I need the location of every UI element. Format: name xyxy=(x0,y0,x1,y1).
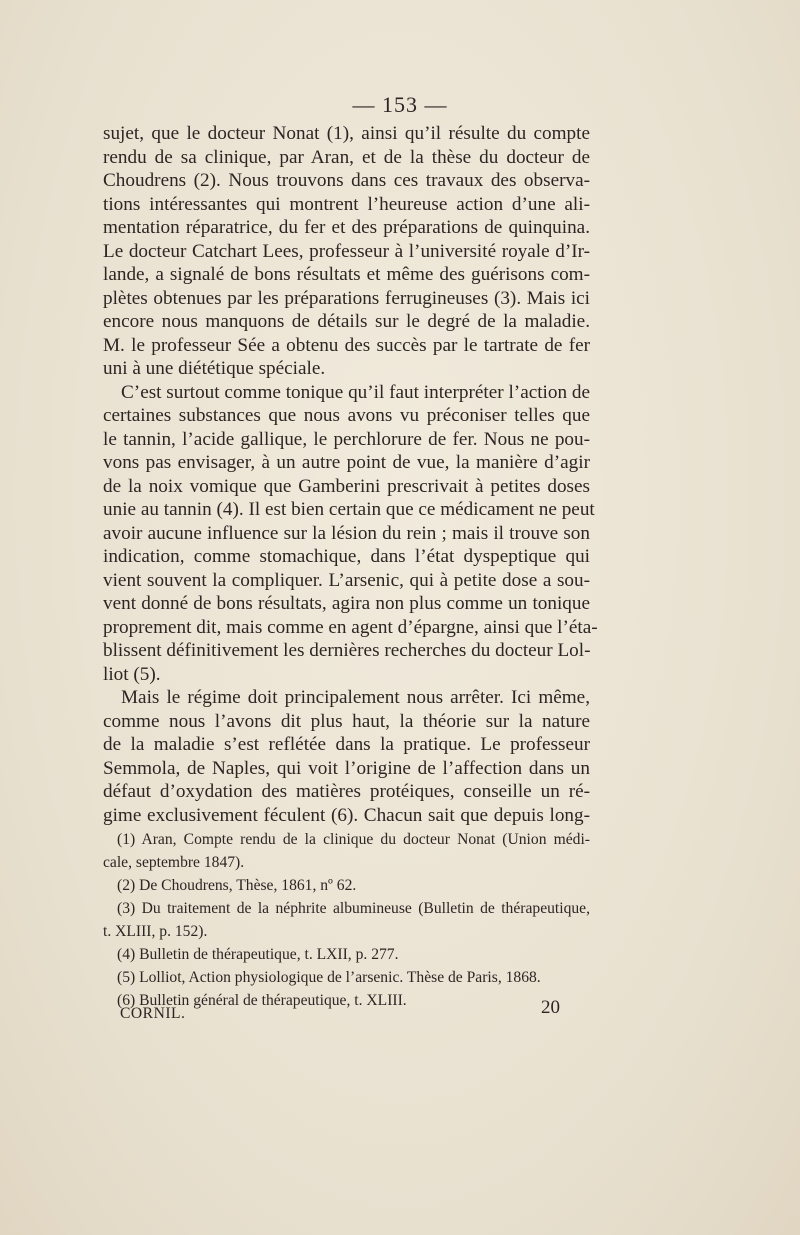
body-line: blissent définitivement les dernières recherches du docteur Lol- xyxy=(103,640,591,661)
body-line: Mais le régime doit principalement nous arrêter. Ici même, xyxy=(121,687,590,708)
body-line: mentation réparatrice, du fer et des préparations de quinquina. xyxy=(103,217,590,238)
body-line: comme nous l’avons dit plus haut, la théorie sur la nature xyxy=(103,710,590,732)
footnotes xyxy=(103,828,590,1012)
body-line: tions intéressantes qui montrent l’heureuse action d’une ali- xyxy=(103,193,590,215)
body-line: vons pas envisager, à un autre point de vue, la manière d’agir xyxy=(103,452,590,473)
body-line: proprement dit, mais comme en agent d’épargne, ainsi que l’éta- xyxy=(103,616,598,638)
body-line: de la maladie s’est reflétée dans la pratique. Le professeur xyxy=(103,734,590,755)
body-line: indication, comme stomachique, dans l’état dyspeptique qui xyxy=(103,546,590,567)
body-line: Choudrens (2). Nous trouvons dans ces travaux des observa- xyxy=(103,170,590,191)
footnote-line: (3) Du traitement de la néphrite albumineuse (Bulletin de thérapeutique, xyxy=(117,900,590,917)
body-text xyxy=(103,122,598,827)
body-line: certaines substances que nous avons vu préconiser telles que xyxy=(103,405,590,426)
body-line: liot (5). xyxy=(103,663,161,685)
footnote-line: (1) Aran, Compte rendu de la clinique du docteur Nonat (Union médi- xyxy=(117,831,590,848)
body-line: vent donné de bons résultats, agira non plus comme un tonique xyxy=(103,593,590,614)
body-line: rendu de sa clinique, par Aran, et de la thèse du docteur de xyxy=(103,146,590,168)
body-line: lande, a signalé de bons résultats et même des guérisons com- xyxy=(103,264,590,285)
body-line: uni à une diététique spéciale. xyxy=(103,358,326,379)
body-line: Le docteur Catchart Lees, professeur à l’université royale d’Ir- xyxy=(103,240,590,262)
footnote-line: (5) Lolliot, Action physiologique de l’arsenic. Thèse de Paris, 1868. xyxy=(117,969,541,986)
body-line: défaut d’oxydation des matières protéiques, conseille un ré- xyxy=(103,781,590,802)
footnote-line: cale, septembre 1847). xyxy=(103,854,245,871)
footnote-line: (2) De Choudrens, Thèse, 1861, nº 62. xyxy=(117,877,357,894)
footnote-line: (4) Bulletin de thérapeutique, t. LXII, p. 277. xyxy=(117,946,399,963)
body-line: encore nous manquons de détails sur le degré de la maladie. xyxy=(103,311,590,332)
body-line: M. le professeur Sée a obtenu des succès par le tartrate de fer xyxy=(103,334,590,356)
body-line: sujet, que le docteur Nonat (1), ainsi qu’il résulte du compte xyxy=(103,123,590,144)
body-line: avoir aucune influence sur la lésion du rein ; mais il trouve son xyxy=(103,522,590,544)
page-number: — 153 — xyxy=(352,92,448,117)
body-line: unie au tannin (4). Il est bien certain que ce médicament ne peut xyxy=(103,499,595,520)
body-line: vient souvent la compliquer. L’arsenic, qui à petite dose a sou- xyxy=(103,569,590,591)
body-line: plètes obtenues par les préparations ferrugineuses (3). Mais ici xyxy=(103,287,590,309)
body-line: gime exclusivement féculent (6). Chacun sait que depuis long- xyxy=(103,804,590,826)
sheet-number: 20 xyxy=(541,997,560,1018)
author-signature: CORNIL. xyxy=(120,1005,186,1022)
footnote-line: t. XLIII, p. 152). xyxy=(103,923,208,940)
body-line: C’est surtout comme tonique qu’il faut interpréter l’action de xyxy=(121,381,590,403)
footnote-line: (6) Bulletin général de thérapeutique, t. XLIII. xyxy=(117,992,407,1009)
body-line: Semmola, de Naples, qui voit l’origine de l’affection dans un xyxy=(103,757,590,779)
body-line: de la noix vomique que Gamberini prescrivait à petites doses xyxy=(103,475,590,497)
body-line: le tannin, l’acide gallique, le perchlorure de fer. Nous ne pou- xyxy=(103,428,590,450)
